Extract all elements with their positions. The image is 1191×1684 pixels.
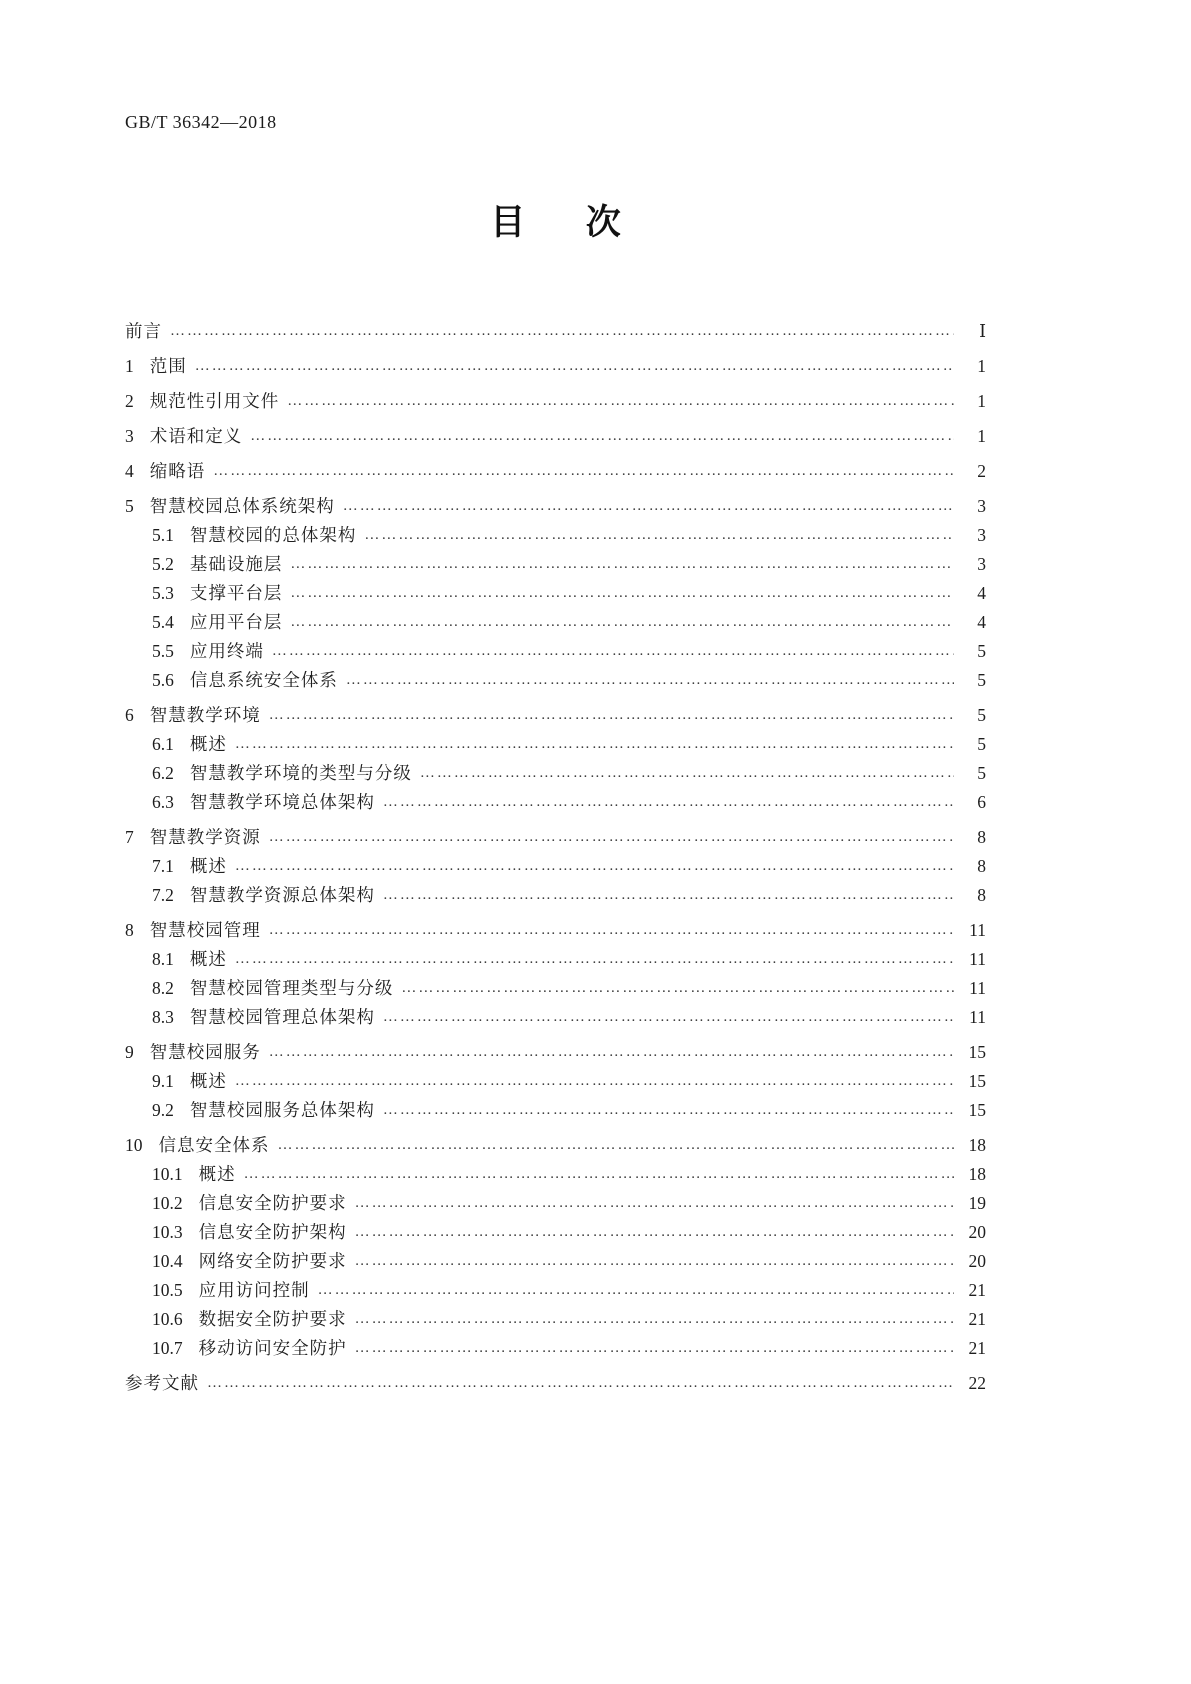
leader-dots	[383, 1096, 954, 1125]
entry-number: 10.5	[152, 1280, 183, 1300]
entry-page: 6	[977, 792, 986, 812]
entry-page: Ⅰ	[979, 321, 986, 341]
entry-label: 智慧校园服务总体架构	[189, 1100, 375, 1120]
entry-page: 8	[977, 827, 986, 847]
toc-entry	[125, 788, 986, 817]
entry-page: 15	[968, 1042, 986, 1062]
entry-page: 21	[968, 1338, 986, 1358]
entry-number: 7.2	[152, 885, 174, 905]
entry-page: 2	[977, 461, 986, 481]
entry-label: 智慧校园管理类型与分级	[189, 978, 394, 998]
entry-page: 5	[977, 734, 986, 754]
leader-dots	[272, 637, 954, 666]
entry-label: 基础设施层	[189, 554, 283, 574]
entry-page: 19	[968, 1193, 986, 1213]
document-page	[125, 0, 986, 1684]
entry-number: 8.1	[152, 949, 174, 969]
leader-dots	[287, 387, 954, 416]
toc-entry	[125, 823, 986, 852]
entry-page: 21	[968, 1280, 986, 1300]
entry-page: 11	[969, 949, 986, 969]
entry-number: 10.3	[152, 1222, 183, 1242]
leader-dots	[170, 317, 954, 346]
leader-dots	[355, 1189, 954, 1218]
leader-dots	[235, 852, 954, 881]
leader-dots	[278, 1131, 955, 1160]
toc-entry	[125, 1305, 986, 1334]
entry-number: 10.1	[152, 1164, 183, 1184]
entry-page: 18	[968, 1164, 986, 1184]
toc-entry	[125, 387, 986, 416]
entry-label: 信息安全防护架构	[198, 1222, 347, 1242]
leader-dots	[383, 881, 954, 910]
entry-number: 10.2	[152, 1193, 183, 1213]
entry-page: 8	[977, 856, 986, 876]
toc-entry	[125, 759, 986, 788]
entry-label: 缩略语	[149, 461, 206, 481]
entry-page: 11	[969, 920, 986, 940]
entry-label: 应用终端	[189, 641, 264, 661]
entry-label: 智慧校园服务	[149, 1042, 261, 1062]
toc-entry	[125, 352, 986, 381]
entry-label: 智慧教学环境总体架构	[189, 792, 375, 812]
toc-entry	[125, 881, 986, 910]
leader-dots	[235, 730, 954, 759]
entry-label: 信息安全防护要求	[198, 1193, 347, 1213]
toc-entry	[125, 1247, 986, 1276]
toc-entry	[125, 1067, 986, 1096]
entry-number: 6.3	[152, 792, 174, 812]
toc-entry	[125, 730, 986, 759]
entry-label: 信息系统安全体系	[189, 670, 338, 690]
leader-dots	[290, 550, 954, 579]
toc-entry	[125, 1096, 986, 1125]
entry-page: 5	[977, 641, 986, 661]
toc-entry	[125, 550, 986, 579]
toc-entry	[125, 1131, 986, 1160]
entry-number: 2	[125, 391, 134, 411]
leader-dots	[290, 608, 954, 637]
toc-entry	[125, 701, 986, 730]
entry-number: 6.1	[152, 734, 174, 754]
entry-label: 智慧校园总体系统架构	[149, 496, 335, 516]
entry-page: 11	[969, 1007, 986, 1027]
entry-label: 应用平台层	[189, 612, 283, 632]
entry-page: 4	[977, 583, 986, 603]
toc-entry	[125, 457, 986, 486]
leader-dots	[269, 701, 954, 730]
leader-dots	[290, 579, 954, 608]
toc-entry	[125, 852, 986, 881]
leader-dots	[343, 492, 954, 521]
entry-label: 智慧校园的总体架构	[189, 525, 357, 545]
leader-dots	[235, 1067, 954, 1096]
entry-number: 5.3	[152, 583, 174, 603]
entry-page: 8	[977, 885, 986, 905]
entry-page: 1	[977, 356, 986, 376]
entry-page: 3	[977, 525, 986, 545]
leader-dots	[355, 1305, 954, 1334]
leader-dots	[213, 457, 954, 486]
entry-number: 5.6	[152, 670, 174, 690]
entry-label: 规范性引用文件	[149, 391, 280, 411]
entry-number: 10.6	[152, 1309, 183, 1329]
toc-entry	[125, 608, 986, 637]
entry-number: 5.2	[152, 554, 174, 574]
entry-label: 范围	[149, 356, 187, 376]
entry-label: 概述	[189, 1071, 227, 1091]
entry-page: 5	[977, 763, 986, 783]
leader-dots	[269, 1038, 954, 1067]
entry-number: 5.5	[152, 641, 174, 661]
leader-dots	[364, 521, 954, 550]
toc-list	[125, 317, 986, 1398]
toc-entry	[125, 521, 986, 550]
leader-dots	[235, 945, 954, 974]
leader-dots	[269, 916, 954, 945]
entry-number: 8.3	[152, 1007, 174, 1027]
page-title: 目 次	[490, 203, 621, 242]
toc-entry	[125, 579, 986, 608]
entry-page: 1	[977, 426, 986, 446]
entry-page: 5	[977, 705, 986, 725]
entry-page: 3	[977, 554, 986, 574]
leader-dots	[401, 974, 954, 1003]
entry-number: 10	[125, 1135, 143, 1155]
leader-dots	[420, 759, 954, 788]
entry-page: 22	[968, 1373, 986, 1393]
entry-page: 18	[968, 1135, 986, 1155]
entry-number: 8	[125, 920, 134, 940]
entry-label: 前言	[125, 321, 162, 341]
entry-page: 20	[968, 1222, 986, 1242]
entry-page: 4	[977, 612, 986, 632]
entry-number: 8.2	[152, 978, 174, 998]
leader-dots	[207, 1369, 954, 1398]
leader-dots	[355, 1334, 954, 1363]
leader-dots	[355, 1247, 954, 1276]
entry-number: 4	[125, 461, 134, 481]
entry-page: 3	[977, 496, 986, 516]
leader-dots	[355, 1218, 954, 1247]
entry-number: 3	[125, 426, 134, 446]
entry-label: 信息安全体系	[158, 1135, 270, 1155]
toc-entry	[125, 422, 986, 451]
entry-number: 7.1	[152, 856, 174, 876]
entry-label: 智慧教学环境的类型与分级	[189, 763, 412, 783]
leader-dots	[346, 666, 954, 695]
toc-entry	[125, 1334, 986, 1363]
entry-label: 概述	[189, 734, 227, 754]
entry-page: 1	[977, 391, 986, 411]
entry-label: 概述	[198, 1164, 236, 1184]
entry-page: 15	[968, 1100, 986, 1120]
toc-entry	[125, 637, 986, 666]
entry-label: 网络安全防护要求	[198, 1251, 347, 1271]
entry-label: 概述	[189, 856, 227, 876]
entry-label: 概述	[189, 949, 227, 969]
leader-dots	[383, 1003, 954, 1032]
toc-entry	[125, 1003, 986, 1032]
entry-number: 1	[125, 356, 134, 376]
entry-number: 5.4	[152, 612, 174, 632]
entry-label: 智慧教学环境	[149, 705, 261, 725]
toc-entry	[125, 1369, 986, 1398]
toc-entry	[125, 1218, 986, 1247]
entry-label: 术语和定义	[149, 426, 243, 446]
entry-number: 6.2	[152, 763, 174, 783]
toc-entry	[125, 1160, 986, 1189]
entry-number: 9.1	[152, 1071, 174, 1091]
entry-label: 应用访问控制	[198, 1280, 310, 1300]
entry-number: 9.2	[152, 1100, 174, 1120]
entry-number: 10.4	[152, 1251, 183, 1271]
leader-dots	[318, 1276, 954, 1305]
toc-entry	[125, 1276, 986, 1305]
leader-dots	[244, 1160, 954, 1189]
entry-page: 20	[968, 1251, 986, 1271]
entry-label: 移动访问安全防护	[198, 1338, 347, 1358]
leader-dots	[383, 788, 954, 817]
entry-label: 智慧校园管理总体架构	[189, 1007, 375, 1027]
entry-label: 智慧教学资源	[149, 827, 261, 847]
entry-number: 5	[125, 496, 134, 516]
entry-page: 15	[968, 1071, 986, 1091]
leader-dots	[195, 352, 954, 381]
entry-label: 数据安全防护要求	[198, 1309, 347, 1329]
entry-label: 参考文献	[125, 1373, 199, 1393]
leader-dots	[269, 823, 954, 852]
entry-label: 智慧教学资源总体架构	[189, 885, 375, 905]
entry-label: 支撑平台层	[189, 583, 283, 603]
entry-number: 5.1	[152, 525, 174, 545]
toc-entry	[125, 974, 986, 1003]
entry-number: 10.7	[152, 1338, 183, 1358]
toc-entry	[125, 1038, 986, 1067]
leader-dots	[250, 422, 954, 451]
entry-number: 9	[125, 1042, 134, 1062]
toc-entry	[125, 916, 986, 945]
toc-entry	[125, 1189, 986, 1218]
entry-page: 5	[977, 670, 986, 690]
entry-number: 7	[125, 827, 134, 847]
entry-page: 21	[968, 1309, 986, 1329]
entry-label: 智慧校园管理	[149, 920, 261, 940]
toc-entry	[125, 492, 986, 521]
toc-entry	[125, 666, 986, 695]
standard-number: GB/T 36342—2018	[125, 112, 277, 132]
toc-entry	[125, 945, 986, 974]
entry-page: 11	[969, 978, 986, 998]
entry-number: 6	[125, 705, 134, 725]
toc-entry	[125, 317, 986, 346]
